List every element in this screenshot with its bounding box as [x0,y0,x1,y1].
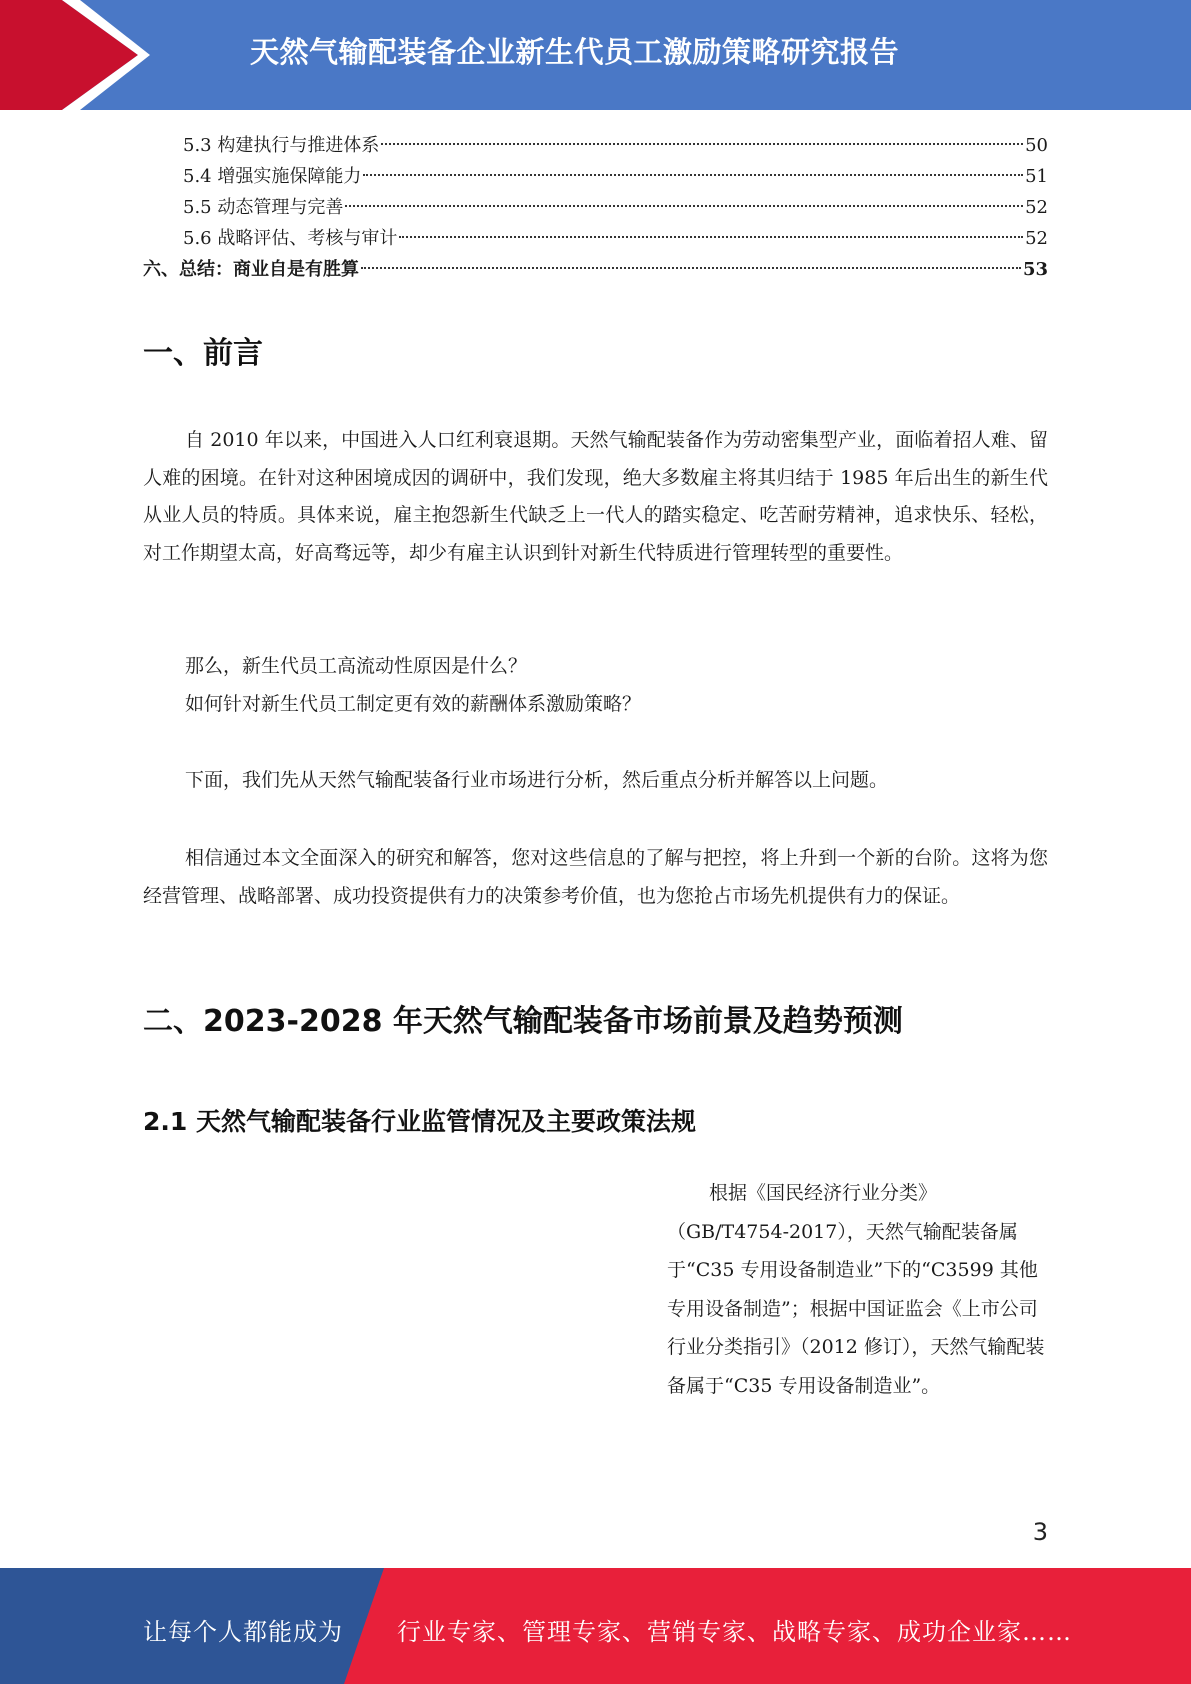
header-arrow-icon [0,0,160,110]
toc-entry[interactable] [143,192,1048,223]
toc-entry-page: 53 [1022,259,1048,280]
toc-entry-label: 5.5 动态管理与完善 [183,197,344,218]
table-of-contents [143,130,1048,285]
page-number: 3 [1032,1518,1048,1546]
toc-entry[interactable] [143,130,1048,161]
toc-entry-label: 5.4 增强实施保障能力 [183,166,362,187]
preface-paragraph-1: 自 2010 年以来，中国进入人口红利衰退期。天然气输配装备作为劳动密集型产业，面临着招人难、留人难的困境。在针对这种困境成因的调研中，我们发现，绝大多数雇主将其归结于 1985 年后出生的新生代从业人员的特质。具体来说，雇主抱怨新生代缺乏上一代人的踏实稳定、吃苦耐劳精神，追求快乐、轻松，对工作期望太高，好高骛远等，却少有雇主认识到针对新生代特质进行管理转型的重要性。 [143,429,1048,564]
regulation-paragraph: 根据《国民经济行业分类》（GB/T4754-2017），天然气输配装备属于“C35 专用设备制造业”下的“C3599 其他专用设备制造”；根据中国证监会《上市公司行业分类指引》（2012 修订），天然气输配装备属于“C35 专用设备制造业”。 [667,1182,1045,1397]
toc-leader-dots [381,143,1023,145]
page-header [0,0,1191,110]
preface-question-2: 如何针对新生代员工制定更有效的薪酬体系激励策略？ [185,693,642,715]
footer-slogan-right: 行业专家、管理专家、营销专家、战略专家、成功企业家…… [397,1618,1072,1646]
toc-entry[interactable] [143,161,1048,192]
toc-leader-dots [345,205,1023,207]
preface-paragraph-2: 下面，我们先从天然气输配装备行业市场进行分析，然后重点分析并解答以上问题。 [185,769,889,791]
page-footer [0,1568,1191,1684]
section-heading-market: 二、2023-2028 年天然气输配装备市场前景及趋势预测 [143,1004,903,1039]
subsection-heading-regulation: 2.1 天然气输配装备行业监管情况及主要政策法规 [143,1107,696,1136]
toc-leader-dots [363,174,1023,176]
section-heading-preface: 一、前言 [143,336,263,371]
toc-entry-page: 50 [1025,135,1048,156]
toc-entry-label: 5.3 构建执行与推进体系 [183,135,380,156]
toc-entry[interactable] [143,223,1048,254]
toc-entry-page: 52 [1025,197,1048,218]
header-title: 天然气输配装备企业新生代员工激励策略研究报告 [250,35,900,69]
toc-entry-page: 52 [1025,228,1048,249]
toc-leader-dots [361,267,1021,269]
toc-entry[interactable] [143,254,1048,285]
toc-entry-page: 51 [1025,166,1048,187]
toc-entry-label: 六、总结：商业自是有胜算 [143,259,359,280]
toc-entry-label: 5.6 战略评估、考核与审计 [183,228,398,249]
preface-question-1: 那么，新生代员工高流动性原因是什么？ [185,655,528,677]
toc-leader-dots [399,236,1023,238]
footer-slogan-left: 让每个人都能成为 [143,1618,343,1646]
preface-paragraph-3: 相信通过本文全面深入的研究和解答，您对这些信息的了解与把控，将上升到一个新的台阶。这将为您经营管理、战略部署、成功投资提供有力的决策参考价值，也为您抢占市场先机提供有力的保证。 [143,847,1048,907]
